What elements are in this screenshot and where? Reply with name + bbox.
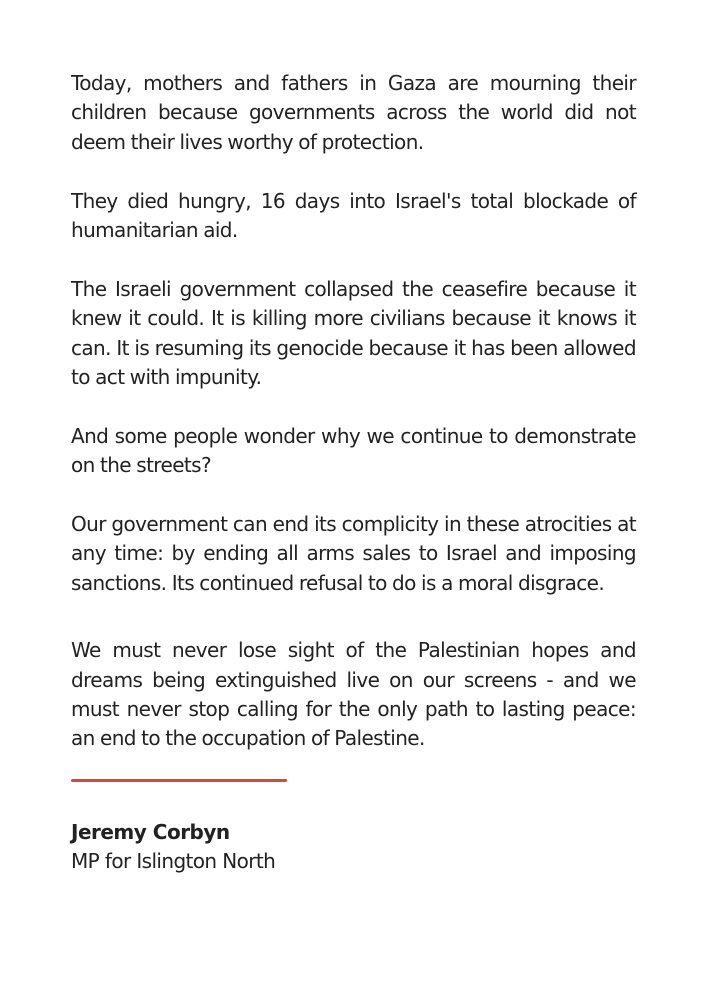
- paragraph-6: We must never lose sight of the Palestinian hopes and dreams being extinguished live on our screens - and we must never stop calling for the only path to lasting peace: an end to the occupation of Palestine.: [71, 638, 636, 751]
- paragraph-2: They died hungry, 16 days into Israel's total blockade of humanitarian aid.: [71, 188, 636, 243]
- letter-body: [71, 69, 636, 877]
- paragraph-1: Today, mothers and fathers in Gaza are mourning their children because governments across the world did not deem their lives worthy of protection.: [71, 71, 636, 154]
- paragraph-5: Our government can end its complicity in these atrocities at any time: by ending all arms sales to Israel and imposing sanctions. Its continued refusal to do is a moral disgrace.: [71, 512, 636, 595]
- paragraph-4: And some people wonder why we continue to demonstrate on the streets?: [71, 423, 636, 478]
- signature-role: MP for Islington North: [71, 849, 276, 874]
- signature-name: Jeremy Corbyn: [71, 819, 230, 844]
- paragraph-3: The Israeli government collapsed the ceasefire because it knew it could. It is killing more civilians because it knows it can. It is resuming its genocide because it has been allowed to act with impunity.: [71, 276, 636, 390]
- accent-divider: [71, 779, 287, 782]
